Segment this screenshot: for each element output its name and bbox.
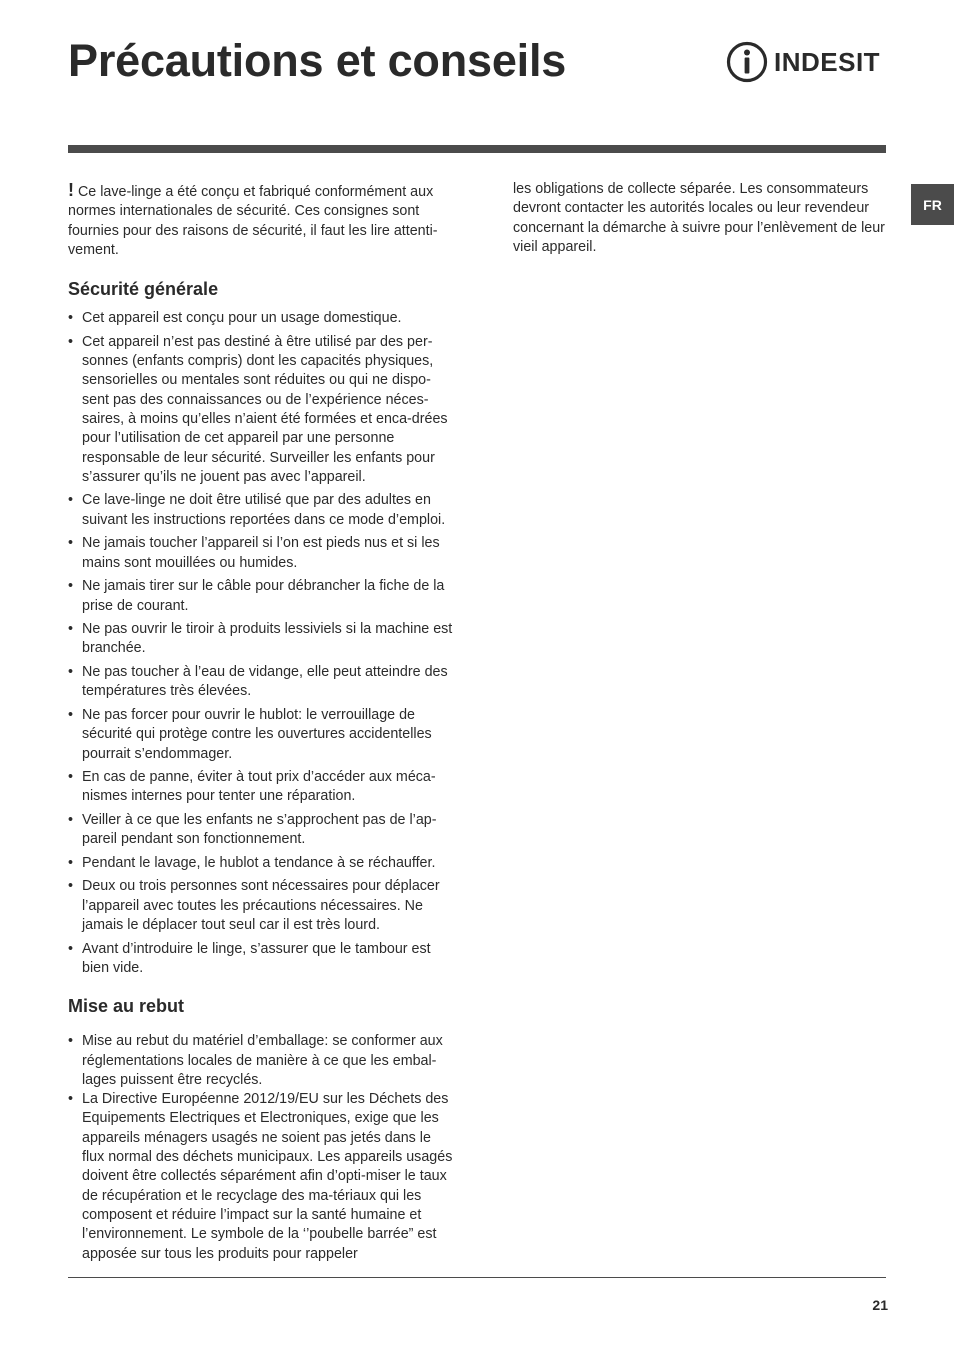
list-item: • Ce lave-linge ne doit être utilisé que par des adultes en suivant les instructions reportées dans ce mode d’emploi. [68,491,456,530]
brand-logo [726,40,888,84]
footer-rule [68,1277,886,1278]
indesit-logo-icon [726,41,768,83]
list-item: • En cas de panne, éviter à tout prix d’accéder aux méca-nismes internes pour tenter une réparation. [68,768,456,807]
list-item: • Ne jamais tirer sur le câble pour débrancher la fiche de la prise de courant. [68,577,456,616]
list-item: • Cet appareil est conçu pour un usage domestique. [68,309,456,328]
list-item: • Pendant le lavage, le hublot a tendance à se réchauffer. [68,854,456,873]
disposal-continuation: les obligations de collecte séparée. Les consommateurs devront contacter les autorités locales ou leur revendeur concernant la démarche à suivre pour l’enlèvement de leur vieil appareil. [513,181,885,255]
safety-list [68,309,456,978]
list-item: • Ne jamais toucher l’appareil si l’on est pieds nus et si les mains sont mouillées ou humides. [68,534,456,573]
left-column [68,181,456,1264]
intro-text: Ce lave-linge a été conçu et fabriqué conformément aux normes internationales de sécurité. Ces consignes sont fournies pour des raisons de sécurité, il faut les lire attenti-vement. [68,184,438,258]
disposal-list [68,1032,456,1264]
warning-mark: ! [68,180,74,200]
page-title: Précautions et conseils [68,35,567,86]
list-item: • Mise au rebut du matériel d’emballage: se conformer aux réglementations locales de manière à ce que les embal-lages puissent être recyclés. [68,1032,456,1090]
list-item: • Cet appareil n’est pas destiné à être utilisé par des per-sonnes (enfants compris) dont les capacités physiques, sensorielles ou mentales sont réduites ou qui ne dispo-sent pas des connaissances ou de l’expérience néces-saires, à moins qu’elles n’aient été formées et enca-drées pour l’utilisation de cet appareil par une personne responsable de leur sécurité. Surveiller les enfants pour s’assurer qu’ils ne jouent pas avec l’appareil. [68,333,456,487]
list-item: • Deux ou trois personnes sont nécessaires pour déplacer l’appareil avec toutes les précautions nécessaires. Ne jamais le déplacer tout seul car il est très lourd. [68,877,456,935]
header-rule [68,145,886,153]
disposal-heading: Mise au rebut [68,996,185,1017]
list-item: • Ne pas toucher à l’eau de vidange, elle peut atteindre des températures très élevées. [68,663,456,702]
language-tab: FR [911,184,954,225]
page-number: 21 [872,1297,888,1313]
list-item: • Ne pas forcer pour ouvrir le hublot: le verrouillage de sécurité qui protège contre les ouvertures accidentelles pourrait s’endommager. [68,706,456,764]
list-item: • Ne pas ouvrir le tiroir à produits lessiviels si la machine est branchée. [68,620,456,659]
safety-heading: Sécurité générale [68,279,219,300]
list-item: • Veiller à ce que les enfants ne s’approchent pas de l’ap-pareil pendant son fonctionnement. [68,811,456,850]
brand-name: INDESIT [774,46,881,77]
right-column [513,180,887,257]
list-item: • La Directive Européenne 2012/19/EU sur les Déchets des Equipements Electriques et Electroniques, exige que les appareils ménagers usagés ne soient pas jetés dans le flux normal des déchets municipaux. Les appareils usagés doivent être collectés séparément afin d’opti-miser le taux de récupération et le recyclage des ma-tériaux qui les composent et réduire l’impact sur la santé humaine et l’environnement. Le symbole de la ‘’poubelle barrée” est apposée sur tous les produits pour rappeler [68,1090,456,1264]
list-item: • Avant d’introduire le linge, s’assurer que le tambour est bien vide. [68,940,456,979]
intro-paragraph [68,181,456,260]
